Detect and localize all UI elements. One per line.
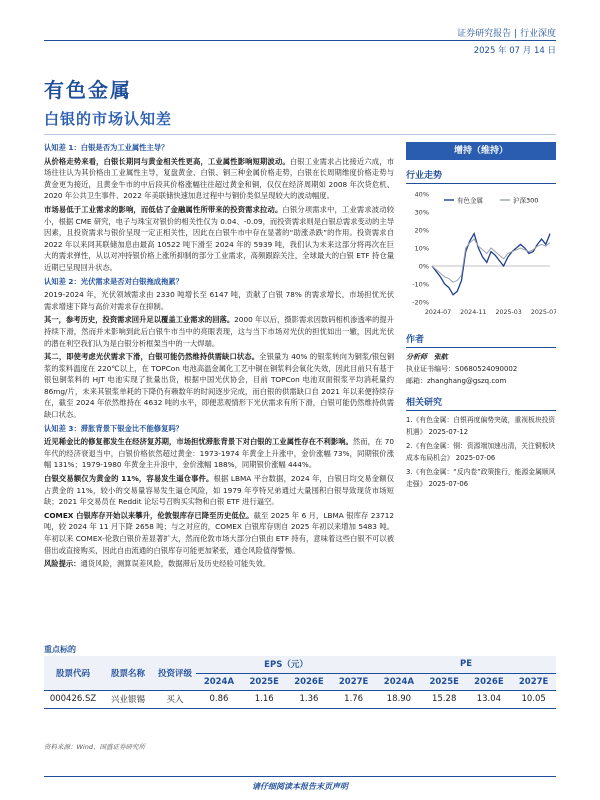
trend-heading: 行业走势 [406,168,556,184]
industry-title: 有色金属 [44,78,132,102]
cell: 买入 [154,690,196,708]
y-tick-label: 0% [418,262,429,271]
lead: 其二，即使考虑光伏需求下滑，白银可能仍然维持供需缺口状态。 [44,352,260,362]
year-header: 2027E [511,673,556,690]
cell: 10.05 [511,690,556,708]
x-tick-label: 2024-07 [424,309,452,316]
paragraph [44,473,394,508]
report-title: 白银的市场认知差 [44,110,173,128]
lead: COMEX 白银库存开始以来攀升，伦敦银库存已降至历史低位。 [44,510,254,520]
report-date: 2025 年 07 月 14 日 [473,46,556,56]
series-line-nonferrous [432,234,550,295]
trend-chart-svg [406,186,556,324]
table-row [44,690,556,708]
author-block [406,351,556,387]
table-header-row [44,656,556,673]
series-line-csi300 [432,239,550,282]
question-2: 认知差 2：光伏需求是否对白银拖成拖累？ [44,276,183,286]
risk-warning [44,558,394,570]
year-header: 2026E [467,673,512,690]
y-tick-label: 30% [414,208,429,217]
text: 根据 LBMA 平台数据，2024 年，白银日均交易金额仅占黄金的 11%，较小的交易量容易发生逼仓风险，如 1979 年亨特兄弟通过大量囤积白银导致现货市场短缺；2021 年交易员在 Reddit 论坛号召购买实物和白银 ETF 进行逼空。 [44,474,394,507]
header-divider: | [514,29,518,39]
col-name: 股票名称 [102,656,154,690]
trend-chart [406,186,556,324]
text: 2000 年以后，摄影需求因数码相机渗透率的提升持续下滑，然而并未影响到此后白银牛市当中的亮眼表现，这与当下市场对光伏的担忧如出一辙，因此光伏的潜在利空我们认为是白银分析框架当中的一大焊端。 [44,315,395,348]
y-tick-label: 10% [414,244,429,253]
question-1: 认知差 1：白银是否为工业属性主导？ [44,143,169,152]
col-pe: PE [376,656,556,673]
page-header [0,0,600,62]
analyst-label: 分析师 [406,353,427,361]
rating-badge: 增持（维持） [406,142,556,160]
x-tick-label: 2025-03 [495,309,522,316]
paragraph [44,436,394,471]
related-report-title: 2.《有色金属：铜：资源端加速出清，关注铜板块成本布局机会》 [406,442,556,462]
cell: 13.04 [467,690,512,708]
text: 白银分项需求中，工业需求波动较小，根据 CME 研究，电子与珠宝对银价的相关性仅为 0.04、-0.09，而投资需求则是白银总需求变动的主导因素，且投资需求与银价呈现一定正相关性，因此在白银牛市中存在显著的“助涨杀跌”的作用。投资需求自 2022 年以来同其联储加息由最高 10522 吨下滑至 2024 年的 5939 吨，我们认为未来这部分将再次在巨大的需求弹性，从以对冲持银价格上涨所抑制的部分工业需求，高频跟踪关注，全球最大的白银 ETF 持仓量近期已呈现回升状态。 [44,204,395,272]
header-rule [44,40,556,41]
title-separator [44,134,556,135]
text: 白银工业需求占比接近六成，市场往往认为其价格由工业属性主导，复盘黄金、白银、铜三种金属价格走势，白银在长周期维度价格走势与黄金更为接近，且黄金牛市的中后段其价格涨幅往往超过黄金和铜，仅仅在经济周期如 2008 年次贷危机、2020 年公共卫生事件、2022 年美联储快速加息过程中与铜价类似呈现较大的波动幅度。 [44,156,395,201]
x-tick-label: 2025-07 [530,309,556,316]
paragraph [44,351,394,421]
year-header: 2026E [287,673,332,690]
analyst-email[interactable]: 邮箱：zhanghang@gszq.com [406,377,507,385]
cell: 1.16 [242,690,287,708]
risk-text: 通货风险，测算误差风险，数据滞后及历史经验可能失效。 [80,559,271,569]
main-body [44,142,394,572]
paragraph [44,156,394,202]
y-tick-label: -10% [412,280,429,289]
cell: 000426.SZ [44,690,102,708]
cell: 兴业银锡 [102,690,154,708]
cert-number: 执业证书编号：S0680524090002 [406,365,518,373]
lead: 白银交易额仅为黄金的 11%，容易发生逼仓事件。 [44,474,214,484]
paragraph: 2019-2024 年，光伏领域需求由 2330 吨增长至 6147 吨，贡献了白银 78% 的需求增长，市场担忧光伏需求增速下降与高价对需求存在抑制。 [44,290,394,311]
year-header: 2025E [422,673,467,690]
risk-label: 风险提示： [44,559,81,569]
footer-disclaimer: 请仔细阅读本报告末页声明 [252,782,348,791]
header-meta [457,26,556,39]
doc-category: 行业深度 [519,29,556,39]
lead: 近见稀金比的修复都发生在经济复苏期，市场担忧滞胀背景下对白银的工业属性存在不利影响。 [44,437,353,447]
legend-label: 有色金属 [457,196,483,205]
lead: 其一，参考历史，投资需求回升足以覆盖工业需求的回落。 [44,315,235,325]
question-3: 认知差 3：滞胀背景下银金比不能修复吗？ [44,423,183,433]
text: 截至 2025 年 6 月，LBMA 银库存 23712 吨，较 2024 年 11 月下降 2658 吨；与之对应的，COMEX 白银库存则自 2025 年初以来增加 5483 吨。年初以来 COMEX-伦敦白银价差显著扩大，然而伦敦市场大部分白银由 ETF 持有，意味着这些白银不可以被借出或直接购买，因此自由流通的白银库存可能更加紧张，通仓风险值得警惕。 [44,510,395,555]
related-report-date: 2025-07-06 [455,454,496,462]
related-report-title: 1.《有色金属：白银再度偏势突破，重视板块投资机遇》 [406,416,556,436]
related-report-title: 3.《有色金属：“反内卷”政策推行，能源金属顺风走强》 [406,468,556,488]
related-report-date: 2025-07-06 [428,480,469,488]
related-reports [406,414,556,490]
data-source: 资料来源：Wind、国盛证券研究所 [44,743,145,751]
related-report-date: 2025-07-12 [428,428,469,436]
key-stocks-title: 重点标的 [44,645,76,654]
related-heading: 相关研究 [406,395,556,411]
cell: 1.76 [331,690,376,708]
x-tick-label: 2024-11 [460,309,487,316]
paragraph [44,204,394,274]
key-stocks-table [44,656,556,709]
related-report-item[interactable] [406,466,556,490]
related-report-item[interactable] [406,440,556,464]
year-header: 2024A [196,673,242,690]
cell: 15.28 [422,690,467,708]
col-rating: 投资评级 [154,656,196,690]
cell: 0.86 [196,690,242,708]
col-eps: EPS（元） [196,656,376,673]
related-report-item[interactable] [406,414,556,438]
year-header: 2027E [331,673,376,690]
year-header: 2024A [376,673,422,690]
text: 全银量为 40% 的银浆转向为铜浆/银包铜浆的浆料温度在 220℃以上，在 TOPCon 电池高温金属化工艺中铜在铜浆料会氧化失效，因此目前只有基于银包铜浆料的 HJT 电池实现了批量出货，根据中国光伏协会，目前 TOPCon 电池双面银浆平均消耗量约 86mg/片，未来其银浆单耗的下降仍有赖数年的时间逐步完成，而白银的供需缺口自 2021 年以来便持续存在，截至 2024 年依然维持在 4632 吨的水平，即便悲观情形下光伏需求有所下滑，白银可能仍然维持供需缺口状态。 [44,352,394,420]
cell: 18.90 [376,690,422,708]
y-tick-label: -20% [412,298,429,307]
y-tick-label: 20% [414,226,429,235]
lead: 从价格走势来看，白银长期同与黄金相关性更高，工业属性影响短期波动。 [44,156,290,166]
text: 然而，在 70 年代的经济衰退当中，白银价格依然超过黄金：1973-1974 年黄金上升涨中，金价涨幅 73%，同期银价涨幅 131%；1979-1980 年黄金主升浪中，金价涨幅 188%，同期银价涨幅 444%。 [44,437,395,470]
year-header: 2025E [242,673,287,690]
author-heading: 作者 [406,332,556,348]
y-tick-label: 40% [414,190,429,199]
legend-label: 沪深300 [513,196,539,205]
col-code: 股票代码 [44,656,102,690]
sidebar [406,142,556,492]
footer-rule [44,776,556,777]
paragraph [44,510,394,556]
doc-type: 证券研究报告 [457,29,512,39]
lead: 市场易低于工业需求的影响，而低估了金融属性所带来的投资需求拉动。 [44,204,283,214]
paragraph [44,314,394,349]
analyst-name: 张航 [433,353,448,361]
cell: 1.36 [287,690,332,708]
